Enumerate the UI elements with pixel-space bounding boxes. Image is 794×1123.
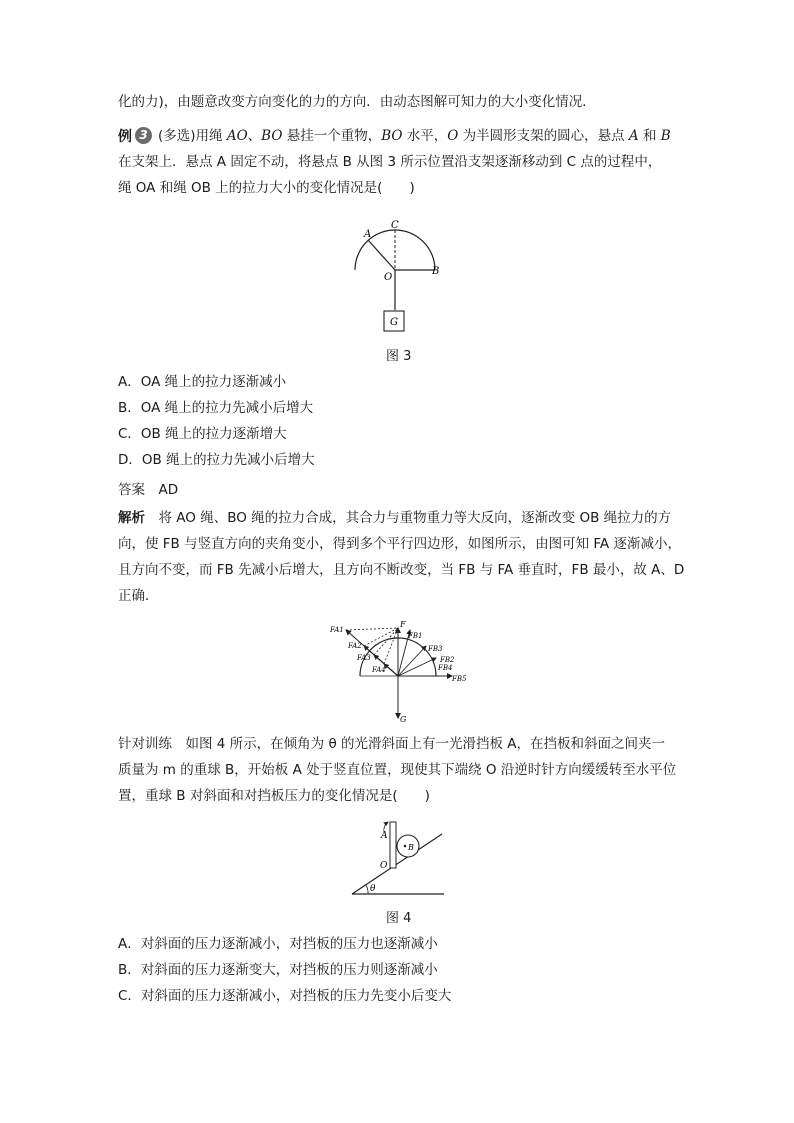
fb4-arrow — [398, 658, 436, 676]
example-badge — [118, 126, 158, 146]
practice-label: 针对训练 — [118, 736, 172, 752]
analysis-line-1 — [118, 508, 671, 528]
answer-line — [118, 480, 178, 500]
analysis-text: 将 AO 绳、BO 绳的拉力合成，其合力与重物重力等大反向，逐渐改变 OB 绳拉力的方 — [158, 510, 672, 526]
parallelogram-dashed — [364, 628, 398, 646]
label-c: C — [391, 220, 399, 231]
intro-line: 化的力)，由题意改变方向变化的力的方向．由动态图解可知力的大小变化情况． — [118, 94, 596, 110]
label-fa1: FA1 — [330, 626, 344, 634]
q1-seg: 水平， — [402, 128, 448, 144]
analysis-line-3: 且方向不变，而 FB 先减小后增大，且方向不断改变，当 FB 与 FA 垂直时，FB 最小，故 A、D — [118, 562, 685, 578]
label-o: O — [380, 861, 388, 871]
practice-option-c: C．对斜面的压力逐渐减小，对挡板的压力先变小后变大 — [118, 988, 452, 1004]
label-fb2: FB2 — [440, 656, 455, 664]
answer-label: 答案 — [118, 482, 145, 498]
ball-center — [404, 845, 407, 848]
rope-oa — [368, 240, 395, 270]
q1-seg: BO — [381, 128, 403, 144]
q1-seg: AO — [226, 128, 248, 144]
option-d: D．OB 绳上的拉力先减小后增大 — [118, 452, 315, 468]
label-fb3: FB3 — [428, 645, 443, 653]
parallelogram-dashed — [374, 628, 398, 655]
analysis-label: 解析 — [118, 510, 145, 526]
force-analysis-diagram — [328, 618, 478, 726]
q1-seg: B — [660, 128, 671, 144]
label-fa4: FA4 — [372, 666, 386, 674]
example-question-line-2: 在支架上．悬点 A 固定不动，将悬点 B 从图 3 所示位置沿支架逐渐移动到 C 点的过程中， — [118, 154, 662, 170]
q1-seg: 和 — [638, 128, 661, 144]
label-fb5: FB5 — [452, 675, 467, 683]
figure-3-diagram — [340, 218, 450, 340]
practice-text: 如图 4 所示，在倾角为 θ 的光滑斜面上有一光滑挡板 A，在挡板和斜面之间夹一 — [185, 736, 666, 752]
q1-seg: A — [628, 128, 639, 144]
figure-3-caption: 图 3 — [386, 349, 412, 364]
label-a: A — [364, 229, 372, 240]
label-a: A — [381, 831, 388, 841]
question-tag: (多选)用绳 — [158, 128, 227, 144]
fa4-arrow — [384, 664, 398, 676]
q1-seg: 为半圆形支架的圆心，悬点 — [458, 128, 629, 144]
label-g: G — [390, 317, 398, 328]
label-b: B — [408, 843, 414, 852]
label-fb4: FB4 — [438, 664, 453, 672]
parallelogram-dashed — [384, 628, 398, 664]
label-fb1: FB1 — [408, 632, 423, 640]
label-b: B — [432, 266, 440, 277]
q1-seg: BO — [261, 128, 283, 144]
answer-value: AD — [158, 482, 179, 498]
parallelogram-dashed — [346, 628, 398, 630]
practice-option-a: A．对斜面的压力逐渐减小，对挡板的压力也逐渐减小 — [118, 936, 438, 952]
board-a — [390, 822, 396, 868]
figure-4-diagram — [348, 816, 448, 898]
label-o: O — [384, 272, 393, 283]
practice-line-2: 质量为 m 的重球 B，开始板 A 处于竖直位置，现使其下端绕 O 沿逆时针方向缓缓转至水平位 — [118, 762, 677, 778]
example-number-icon: 3 — [135, 127, 152, 144]
option-b: B．OA 绳上的拉力先减小后增大 — [118, 400, 314, 416]
practice-line-1 — [118, 734, 665, 754]
label-g: G — [400, 715, 407, 724]
figure-4-caption: 图 4 — [386, 911, 412, 926]
practice-line-3: 置，重球 B 对斜面和对挡板压力的变化情况是( ) — [118, 788, 430, 804]
example-label: 例 — [118, 129, 132, 145]
label-fa3: FA3 — [357, 654, 371, 662]
example-question-line-3: 绳 OA 和绳 OB 上的拉力大小的变化情况是( ) — [118, 180, 415, 196]
q1-seg: 、 — [247, 128, 262, 144]
example-question-line-1 — [118, 126, 671, 146]
analysis-line-4: 正确． — [118, 588, 159, 604]
option-c: C．OB 绳上的拉力逐渐增大 — [118, 426, 287, 442]
label-f: F — [400, 620, 406, 629]
option-a: A．OA 绳上的拉力逐渐减小 — [118, 374, 287, 390]
analysis-line-2: 向，使 FB 与竖直方向的夹角变小，得到多个平行四边形，如图所示，由图可知 FA 逐渐减小， — [118, 536, 681, 552]
label-theta: θ — [370, 884, 376, 894]
q1-seg: 悬挂一个重物， — [282, 128, 382, 144]
label-fa2: FA2 — [348, 642, 362, 650]
angle-arc — [366, 885, 368, 894]
q1-seg: O — [447, 128, 459, 144]
practice-option-b: B．对斜面的压力逐渐变大，对挡板的压力则逐渐减小 — [118, 962, 438, 978]
